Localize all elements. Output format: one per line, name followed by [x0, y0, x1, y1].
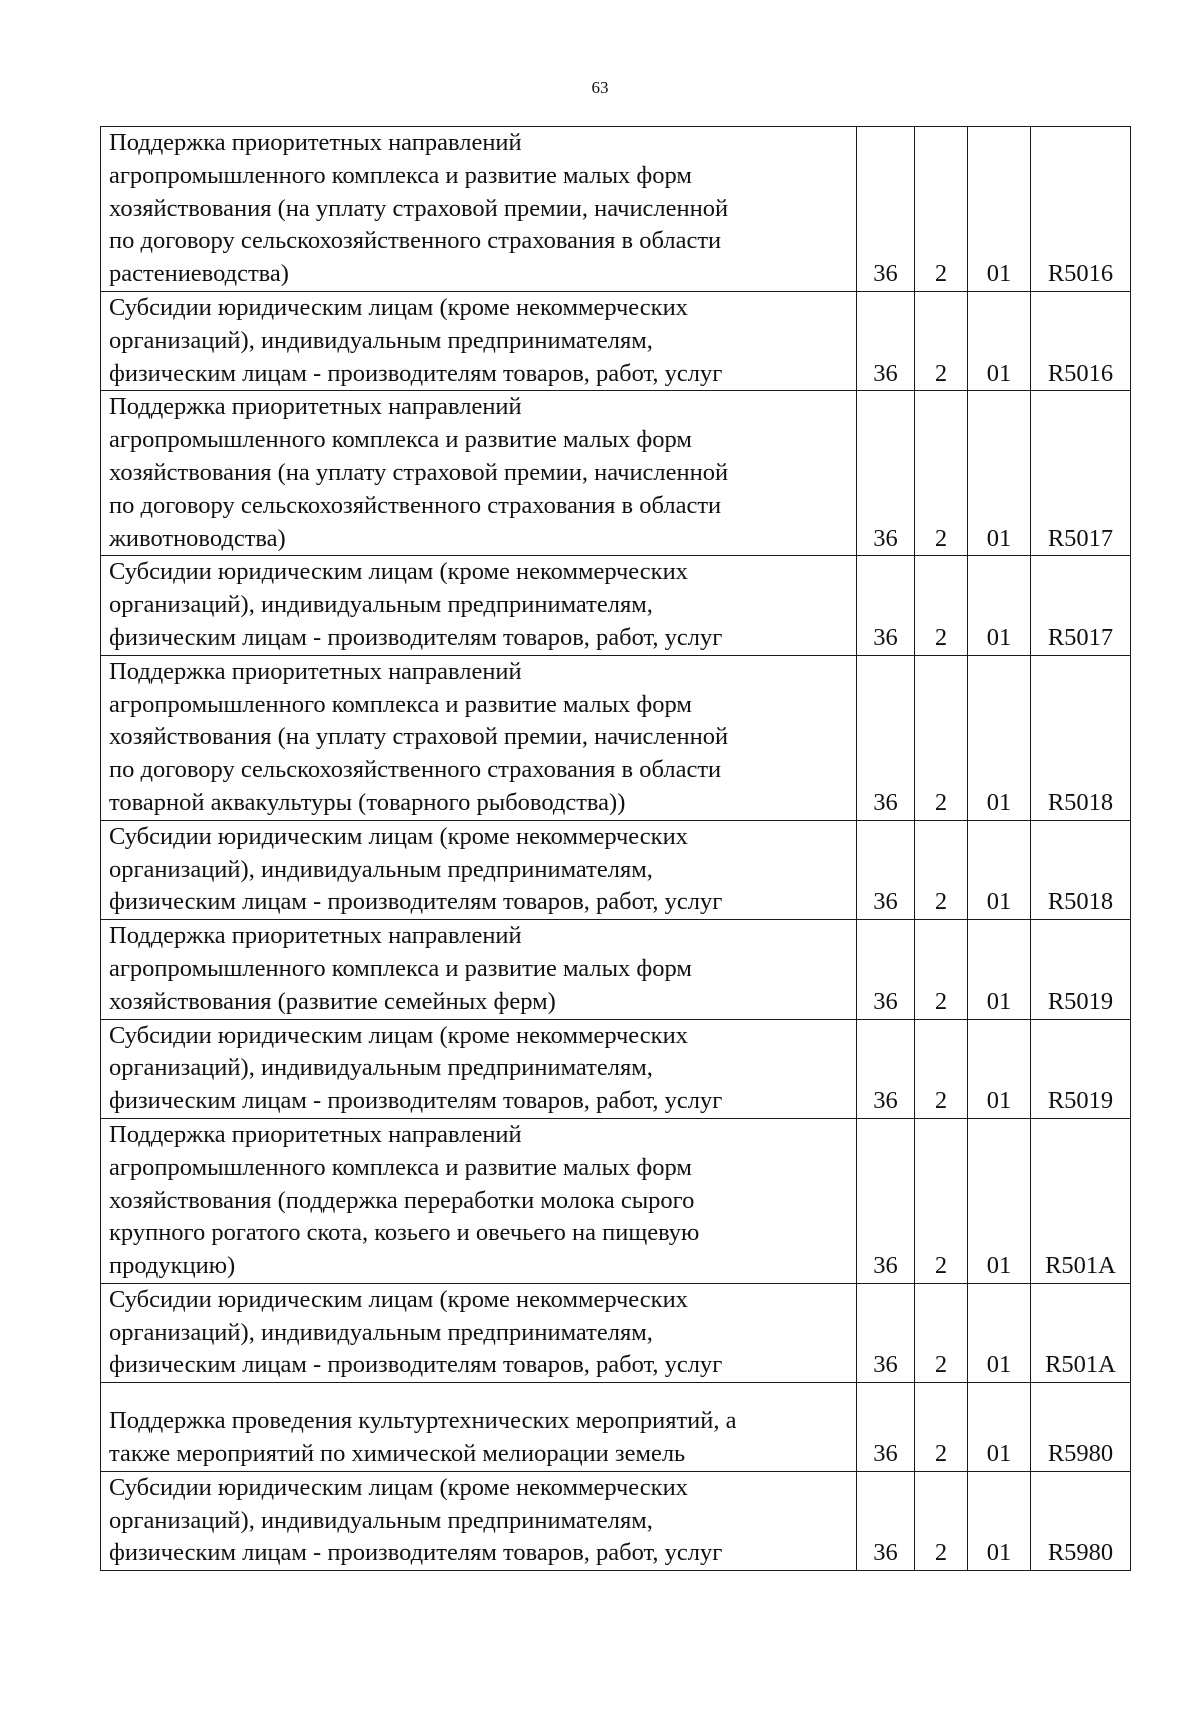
code-cell: 36: [857, 1019, 915, 1118]
code-cell: 01: [968, 1471, 1031, 1570]
row-description: Субсидии юридическим лицам (кроме некоммерческих организаций), индивидуальным предпринимателям, физическим лицам - производителям товаров, работ, услуг: [101, 1471, 857, 1570]
code-cell: 36: [857, 127, 915, 292]
code-cell: 36: [857, 391, 915, 556]
table-row: [101, 391, 1131, 556]
table-row: [101, 820, 1131, 919]
row-description: Субсидии юридическим лицам (кроме некоммерческих организаций), индивидуальным предпринимателям, физическим лицам - производителям товаров, работ, услуг: [101, 1283, 857, 1382]
code-cell: 01: [968, 1118, 1031, 1283]
code-cell: R5018: [1031, 820, 1131, 919]
code-cell: 36: [857, 1471, 915, 1570]
code-cell: R5018: [1031, 655, 1131, 820]
row-description: Субсидии юридическим лицам (кроме некоммерческих организаций), индивидуальным предпринимателям, физическим лицам - производителям товаров, работ, услуг: [101, 820, 857, 919]
code-cell: 01: [968, 1019, 1031, 1118]
row-description: Субсидии юридическим лицам (кроме некоммерческих организаций), индивидуальным предпринимателям, физическим лицам - производителям товаров, работ, услуг: [101, 291, 857, 390]
table-row: [101, 1383, 1131, 1472]
code-cell: R501A: [1031, 1118, 1131, 1283]
code-cell: 2: [915, 291, 968, 390]
code-cell: 36: [857, 291, 915, 390]
code-cell: 2: [915, 1019, 968, 1118]
table-row: [101, 291, 1131, 390]
row-description: Поддержка приоритетных направлений агропромышленного комплекса и развитие малых форм хозяйствования (на уплату страховой премии, начисленной по договору сельскохозяйственного страхования в области животноводства): [101, 391, 857, 556]
code-cell: 36: [857, 1283, 915, 1382]
code-cell: R5019: [1031, 920, 1131, 1019]
code-cell: 36: [857, 655, 915, 820]
code-cell: 2: [915, 1283, 968, 1382]
code-cell: 01: [968, 127, 1031, 292]
code-cell: R5016: [1031, 127, 1131, 292]
row-description: Поддержка приоритетных направлений агропромышленного комплекса и развитие малых форм хозяйствования (развитие семейных ферм): [101, 920, 857, 1019]
row-description: Поддержка приоритетных направлений агропромышленного комплекса и развитие малых форм хозяйствования (на уплату страховой премии, начисленной по договору сельскохозяйственного страхования в области товарной аквакультуры (товарного рыбоводства)): [101, 655, 857, 820]
code-cell: R5019: [1031, 1019, 1131, 1118]
code-cell: 2: [915, 655, 968, 820]
code-cell: 01: [968, 920, 1031, 1019]
code-cell: 2: [915, 920, 968, 1019]
code-cell: 2: [915, 1471, 968, 1570]
code-cell: R5016: [1031, 291, 1131, 390]
code-cell: R501A: [1031, 1283, 1131, 1382]
code-cell: 01: [968, 1383, 1031, 1472]
code-cell: 01: [968, 820, 1031, 919]
code-cell: 2: [915, 820, 968, 919]
row-description: Поддержка приоритетных направлений агропромышленного комплекса и развитие малых форм хозяйствования (поддержка переработки молока сырого крупного рогатого скота, козьего и овечьего на пищевую продукцию): [101, 1118, 857, 1283]
code-cell: 01: [968, 556, 1031, 655]
code-cell: 01: [968, 655, 1031, 820]
code-cell: 2: [915, 556, 968, 655]
budget-table: [100, 126, 1131, 1571]
row-description: Поддержка приоритетных направлений агропромышленного комплекса и развитие малых форм хозяйствования (на уплату страховой премии, начисленной по договору сельскохозяйственного страхования в области растениеводства): [101, 127, 857, 292]
code-cell: R5980: [1031, 1383, 1131, 1472]
code-cell: 2: [915, 1383, 968, 1472]
code-cell: R5980: [1031, 1471, 1131, 1570]
code-cell: 01: [968, 1283, 1031, 1382]
table-row: [101, 1118, 1131, 1283]
code-cell: R5017: [1031, 556, 1131, 655]
code-cell: 2: [915, 1118, 968, 1283]
table-row: [101, 1283, 1131, 1382]
code-cell: 01: [968, 291, 1031, 390]
code-cell: 2: [915, 127, 968, 292]
table-row: [101, 1471, 1131, 1570]
code-cell: R5017: [1031, 391, 1131, 556]
table-row: [101, 655, 1131, 820]
row-description: Поддержка проведения культуртехнических мероприятий, а также мероприятий по химической мелиорации земель: [101, 1383, 857, 1472]
page-number: 63: [591, 78, 609, 97]
code-cell: 36: [857, 820, 915, 919]
code-cell: 36: [857, 556, 915, 655]
table-row: [101, 920, 1131, 1019]
code-cell: 36: [857, 920, 915, 1019]
table-row: [101, 127, 1131, 292]
table-row: [101, 1019, 1131, 1118]
row-description: Субсидии юридическим лицам (кроме некоммерческих организаций), индивидуальным предпринимателям, физическим лицам - производителям товаров, работ, услуг: [101, 556, 857, 655]
code-cell: 01: [968, 391, 1031, 556]
row-description: Субсидии юридическим лицам (кроме некоммерческих организаций), индивидуальным предпринимателям, физическим лицам - производителям товаров, работ, услуг: [101, 1019, 857, 1118]
table-row: [101, 556, 1131, 655]
code-cell: 36: [857, 1383, 915, 1472]
code-cell: 36: [857, 1118, 915, 1283]
code-cell: 2: [915, 391, 968, 556]
